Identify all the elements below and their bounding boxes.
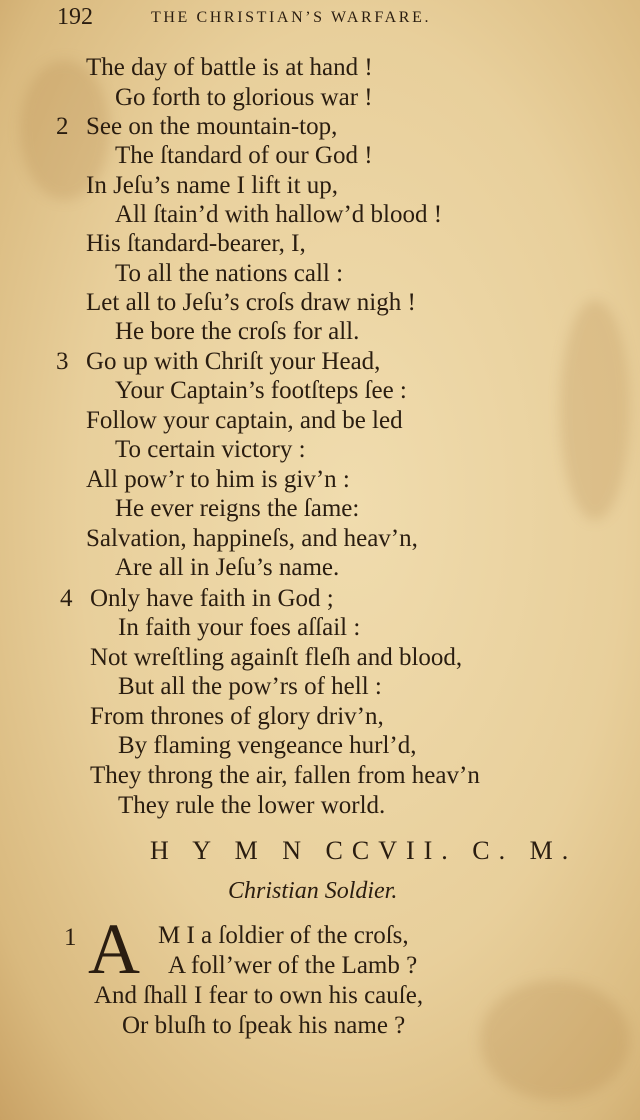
verse-line: Salvation, happineſs, and heav’n, — [86, 525, 418, 552]
hymn-title: H Y M N CCVII. C. M. — [150, 836, 578, 865]
verse-line: Let all to Jeſu’s croſs draw nigh ! — [86, 289, 416, 316]
verse-line: M I a ſoldier of the croſs, — [158, 922, 409, 949]
verse-line: His ſtandard-bearer, I, — [86, 230, 306, 257]
verse-line: A foll’wer of the Lamb ? — [168, 952, 418, 979]
verse-line: All pow’r to him is giv’n : — [86, 466, 350, 493]
verse-number: 1 — [64, 924, 77, 951]
verse-line: Go forth to glorious war ! — [115, 84, 373, 111]
drop-cap: A — [88, 909, 140, 989]
hymn-subtitle: Christian Soldier. — [228, 878, 398, 904]
verse-line: By flaming vengeance hurl’d, — [118, 732, 417, 759]
verse-number: 2 — [56, 113, 69, 140]
running-head: THE CHRISTIAN’S WARFARE. — [151, 9, 432, 26]
verse-line: See on the mountain-top, — [86, 113, 338, 140]
verse-line: He bore the croſs for all. — [115, 318, 360, 345]
verse-line: Not wreſtling againſt fleſh and blood, — [90, 644, 463, 671]
verse-line: They rule the lower world. — [118, 792, 386, 819]
verse-line: He ever reigns the ſame: — [115, 495, 360, 522]
page-number: 192 — [57, 4, 93, 30]
verse-line: Follow your captain, and be led — [86, 407, 403, 434]
verse-line: Are all in Jeſu’s name. — [115, 554, 340, 581]
verse-line: All ſtain’d with hallow’d blood ! — [115, 201, 443, 228]
verse-line: But all the pow’rs of hell : — [118, 673, 382, 700]
verse-line: From thrones of glory driv’n, — [90, 703, 384, 730]
verse-line: The ſtandard of our God ! — [115, 142, 373, 169]
page-stain — [560, 300, 630, 520]
page-stain — [480, 980, 630, 1100]
verse-line: Your Captain’s footſteps ſee : — [115, 377, 407, 404]
page-header — [55, 4, 535, 34]
verse-line: They throng the air, fallen from heav’n — [90, 762, 480, 789]
verse-line: The day of battle is at hand ! — [86, 54, 373, 81]
verse-line: In Jeſu’s name I lift it up, — [86, 172, 339, 199]
verse-number: 4 — [60, 585, 73, 612]
verse-line: And ſhall I fear to own his cauſe, — [94, 982, 424, 1009]
verse-line: Or bluſh to ſpeak his name ? — [122, 1012, 406, 1039]
verse-line: In faith your foes aſſail : — [118, 614, 361, 641]
verse-number: 3 — [56, 348, 69, 375]
verse-line: Go up with Chriſt your Head, — [86, 348, 381, 375]
verse-line: To certain victory : — [115, 436, 306, 463]
verse-line: Only have faith in God ; — [90, 585, 334, 612]
verse-line: To all the nations call : — [115, 260, 344, 287]
